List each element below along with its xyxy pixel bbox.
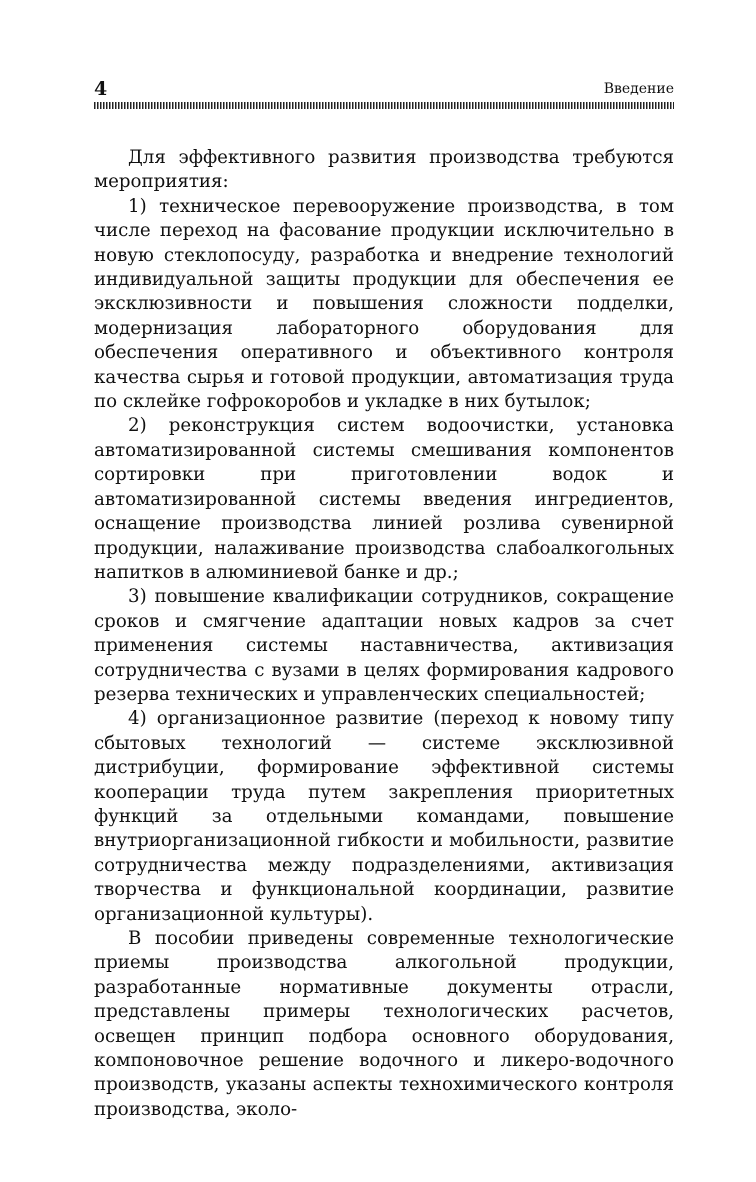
- header-dotted-rule: [94, 102, 674, 109]
- paragraph-item-4: 4) организационное развитие (переход к новому типу сбытовых технологий — системе эксклюзивной дистрибуции, формирование эффективной системы кооперации труда путем закрепления приоритетных функций за отдельными командами, повышение внутриорганизационной гибкости и мобильности, развитие сотрудничества между подразделениями, активизация творчества и функциональной координации, развитие организационной культуры).: [94, 708, 674, 925]
- paragraph-item-3: 3) повышение квалификации сотрудников, сокращение сроков и смягчение адаптации новых кадров за счет применения системы наставничества, активизация сотрудничества с вузами в целях формирования кадрового резерва технических и управленческих специальностей;: [94, 586, 674, 705]
- paragraph-item-1: 1) техническое перевооружение производства, в том числе переход на фасование продукции исключительно в новую стеклопосуду, разработка и внедрение технологий индивидуальной защиты продукции для обеспечения ее эксклюзивности и повышения сложности подделки, модернизация лабораторного оборудования для обеспечения оперативного и объективного контроля качества сырья и готовой продукции, автоматизация труда по склейке гофрокоробов и укладке в них бутылок;: [94, 195, 674, 413]
- running-head: [94, 78, 674, 100]
- paragraph-item-2: 2) реконструкция систем водоочистки, установка автоматизированной системы смешивания компонентов сортировки при приготовлении водок и автоматизированной системы введения ингредиентов, оснащение производства линией розлива сувенирной продукции, налаживание производства слабоалкогольных напитков в алюминиевой банке и др.;: [94, 415, 674, 583]
- paragraph-intro: Для эффективного развития производства требуются мероприятия:: [94, 147, 674, 193]
- page-number: 4: [94, 78, 108, 100]
- paragraph-manual-summary: В пособии приведены современные технологические приемы производства алкогольной продукции, разработанные нормативные документы отрасли, представлены примеры технологических расчетов, освещен принцип подбора основного оборудования, компоновочное решение водочного и ликеро-водочного производств, указаны аспекты технохимического контроля производства, эколо-: [94, 928, 674, 1120]
- section-title: Введение: [603, 81, 674, 97]
- body-text: [94, 146, 674, 1122]
